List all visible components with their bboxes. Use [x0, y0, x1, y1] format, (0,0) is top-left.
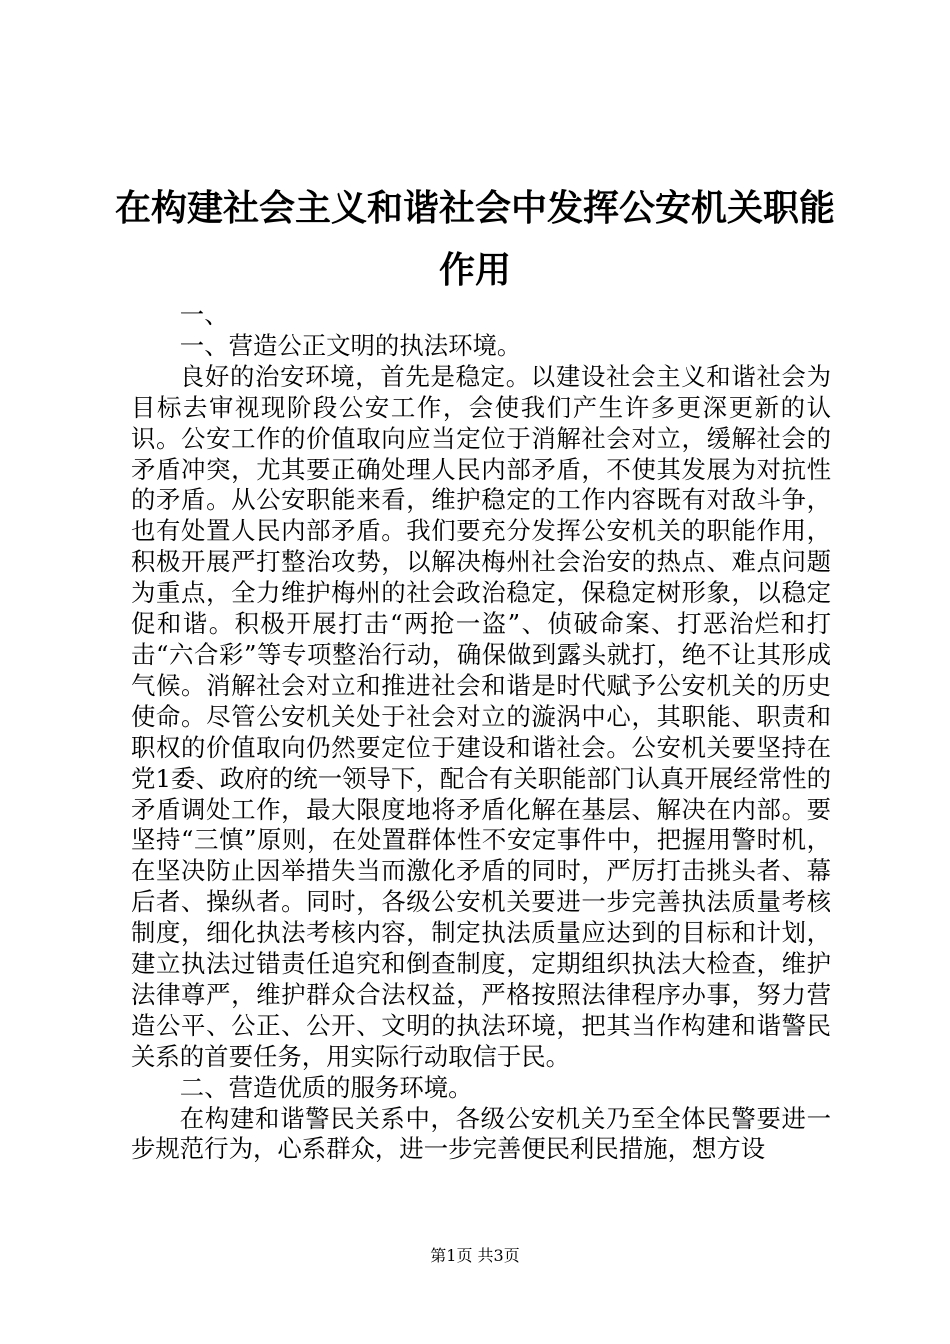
document-title-line-1: 在构建社会主义和谐社会中发挥公安机关职能: [114, 187, 835, 229]
paragraph-heading-2: 二、营造优质的服务环境。: [179, 1072, 473, 1102]
document-body: [131, 300, 831, 1165]
paragraph-heading-1: 一、营造公正文明的执法环境。: [179, 330, 522, 360]
document-title-line-2: 作用: [438, 249, 511, 291]
page-footer: 第1页 共3页: [430, 1246, 520, 1265]
paragraph-body-1: 良好的治安环境，首先是稳定。以建设社会主义和谐社会为目标去审视现阶段公安工作，会使我们产生许多更深更新的认识。公安工作的价值取向应当定位于消解社会对立，缓解社会的矛盾冲突，尤其要正确处理人民内部矛盾，不使其发展为对抗性的矛盾。从公安职能来看，维护稳定的工作内容既有对敌斗争，也有处置人民内部矛盾。我们要充分发挥公安机关的职能作用，积极开展严打整治攻势，以解决梅州社会治安的热点、难点问题为重点，全力维护梅州的社会政治稳定，保稳定树形象，以稳定促和谐。积极开展打击“两抢一盗”、侦破命案、打恶治烂和打击“六合彩”等专项整治行动，确保做到露头就打，绝不让其形成气候。消解社会对立和推进社会和谐是时代赋予公安机关的历史使命。尽管公安机关处于社会对立的漩涡中心，其职能、职责和职权的价值取向仍然要定位于建设和谐社会。公安机关要坚持在党1委、政府的统一领导下，配合有关职能部门认真开展经常性的矛盾调处工作，最大限度地将矛盾化解在基层、解决在内部。要坚持“三慎”原则，在处置群体性不安定事件中，把握用警时机，在坚决防止因举措失当而激化矛盾的同时，严厉打击挑头者、幕后者、操纵者。同时，各级公安机关要进一步完善执法质量考核制度，细化执法考核内容，制定执法质量应达到的目标和计划，建立执法过错责任追究和倒查制度，定期组织执法大检查，维护法律尊严，维护群众合法权益，严格按照法律程序办事，努力营造公平、公正、公开、文明的执法环境，把其当作构建和谐警民关系的首要任务，用实际行动取信于民。: [131, 361, 831, 1071]
paragraph-body-2: 在构建和谐警民关系中，各级公安机关乃至全体民警要进一步规范行为，心系群众，进一步完善便民利民措施，想方设: [131, 1103, 831, 1164]
paragraph-section-marker: 一、: [179, 300, 229, 329]
